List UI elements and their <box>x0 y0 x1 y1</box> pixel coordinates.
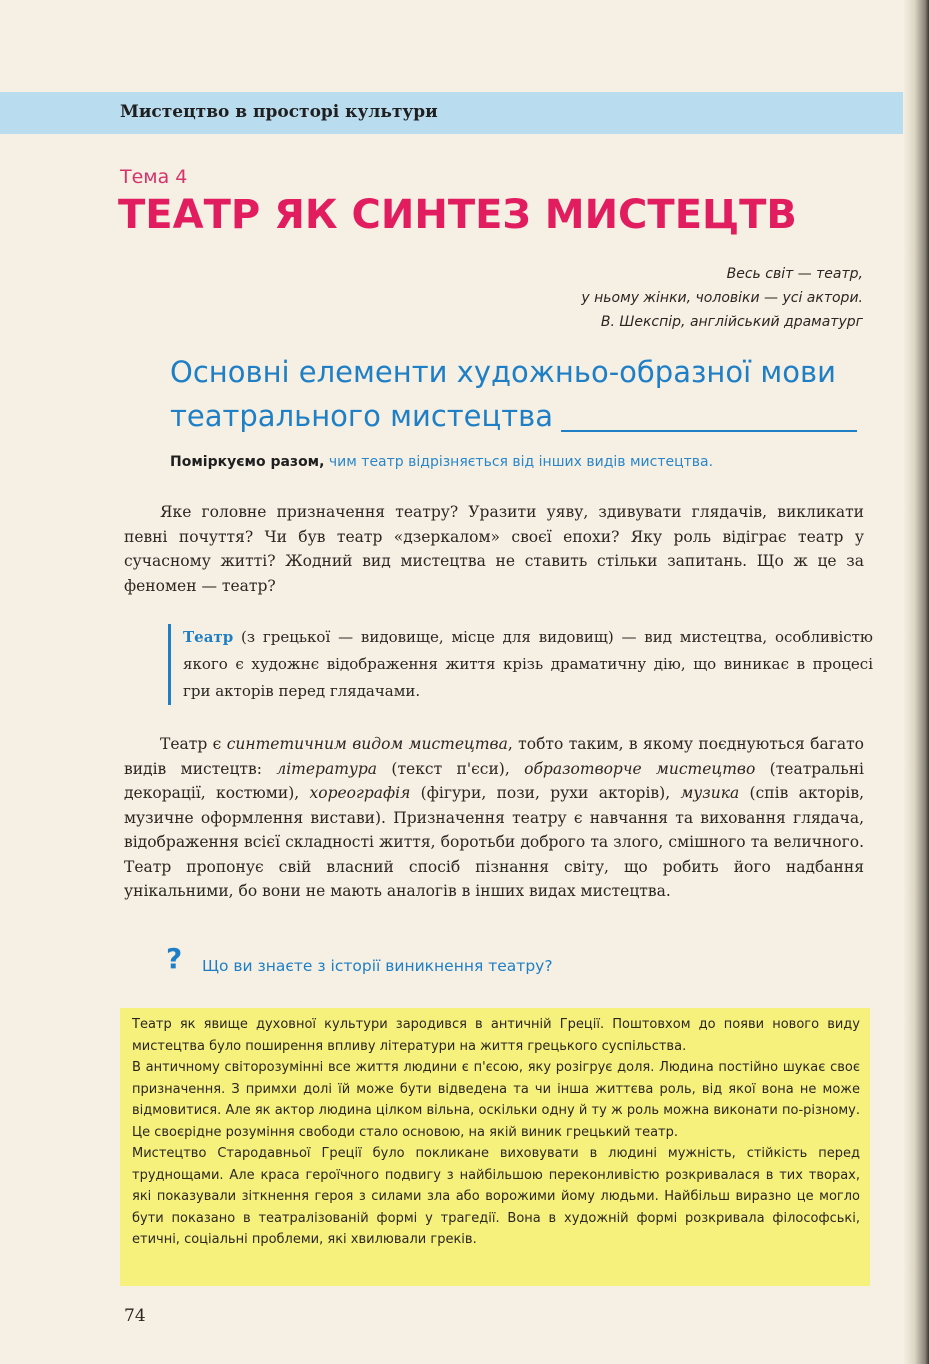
italic-term: література <box>276 759 378 778</box>
info-paragraph: Театр як явище духовної культури зародився в античній Греції. Поштовхом до появи нового виду мистецтва було поширення впливу літератури на життя грецького суспільства. <box>132 1017 860 1054</box>
page-title: ТЕАТР ЯК СИНТЕЗ МИСТЕЦТВ <box>118 192 797 238</box>
think-together-prompt <box>170 454 713 470</box>
subtitle-line-2: театрального мистецтва <box>170 394 870 438</box>
epigraph-line: Весь світ — театр, <box>726 266 863 282</box>
info-paragraph: В античному світорозумінні все життя людини є п'єсою, яку розігрує доля. Людина постійно шукає своє призначення. З примхи долі їй може бути відведена та чи інша життєва роль, від якої вона не може відмовитися. Але як актор людина цілком вільна, оскільки одну й ту ж роль можна виконати по-різному. Це своєрідне розуміння свободи стало основою, на якій виник грецький театр. <box>132 1060 860 1140</box>
synthesis-paragraph: Театр є синтетичним видом мистецтва, тобто таким, в якому поєднуються багато видів мистецтв: література (текст п'єси), образотворче мистецтво (театральні декорації, костюми), хореографія (фігури, пози, рухи акторів), музика (спів акторів, музичне оформлення вистави). Призначення театру є навчання та виховання глядача, відображення всієї складності життя, боротьби доброго та злого, смішного та величного. Театр пропонує свій власний спосіб пізнання світу, що робить його надбання унікальними, бо вони не мають аналогів в інших видах мистецтва. <box>124 735 865 900</box>
question-mark-icon: ? <box>166 942 183 975</box>
italic-term: хореографія <box>309 784 411 802</box>
page-number: 74 <box>124 1306 146 1326</box>
think-text: чим театр відрізняється від інших видів мистецтва. <box>324 454 714 470</box>
intro-paragraph: Яке головне призначення театру? Уразити уяву, здивувати глядачів, викликати певні почуття? Чи був театр «дзеркалом» своєї епохи? Яку роль відіграє театр у сучасному житті? Жодний вид мистецтва не ставить стільки запитань. Що ж це за феномен — театр? <box>124 503 864 595</box>
epigraph <box>581 262 863 334</box>
italic-term: образотворче мистецтво <box>524 759 756 778</box>
italic-term: синтетичним видом мистецтва <box>226 735 508 753</box>
topic-label: Тема 4 <box>120 166 188 188</box>
section-title: Мистецтво в просторі культури <box>120 102 438 122</box>
definition-block <box>168 624 873 705</box>
info-box <box>132 1014 860 1251</box>
definition-text: (з грецької — видовище, місце для видовищ) — вид мистецтва, особливістю якого є художнє відображення життя крізь драматичну дію, що виникає в процесі гри акторів перед глядачами. <box>183 628 873 700</box>
subtitle-underline <box>561 430 857 432</box>
epigraph-line: у ньому жінки, чоловіки — усі актори. <box>581 290 863 306</box>
epigraph-author: В. Шекспір, англійський драматург <box>600 314 863 330</box>
info-paragraph: Мистецтво Стародавньої Греції було покликане виховувати в людині мужність, стійкість перед труднощами. Але краса героїчного подвигу з найбільшою переконливістю розкривалася в тих творах, які показували зіткнення героя з силами зла або ворожими йому людьми. Найбільш виразно це могло бути показано в театралізованій формі у трагедії. Вона в художній формі розкривала філософські, етичні, соціальні проблеми, які хвилювали греків. <box>132 1146 860 1247</box>
definition-term: Театр <box>183 628 234 646</box>
italic-term: музика <box>680 784 740 802</box>
section-subtitle <box>170 350 870 438</box>
think-bold-label: Поміркуємо разом, <box>170 454 325 470</box>
page-edge-shadow <box>903 0 929 1364</box>
history-question: Що ви знаєте з історії виникнення театру? <box>202 957 553 975</box>
subtitle-line-1: Основні елементи художньо-образної мови <box>170 355 836 389</box>
